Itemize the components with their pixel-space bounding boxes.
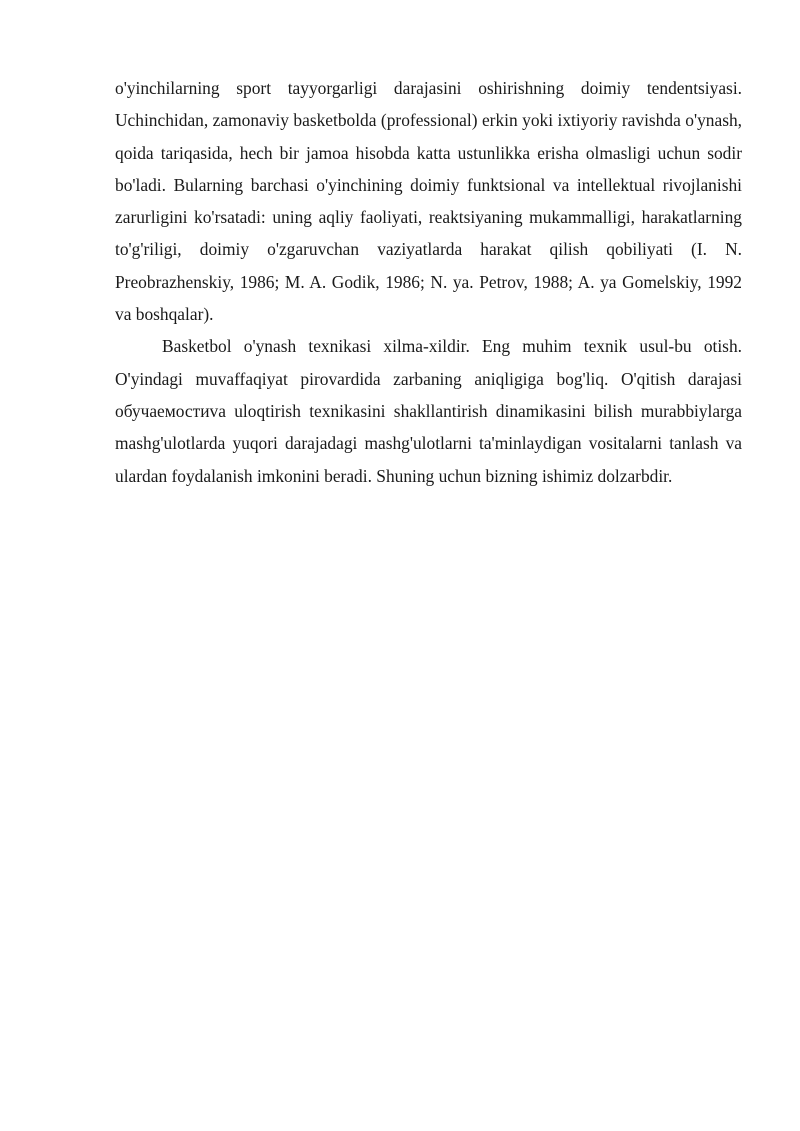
paragraph-basketball-technique: Basketbol o'ynash texnikasi xilma-xildir. Eng muhim texnik usul-bu otish. O'yindagi muvaffaqiyat pirovardida zarbaning aniqligiga bog'liq. O'qitish darajasi обучаемостиva uloqtirish texnikasini shakllantirish dinamikasini bilish murabbiylarga mashg'ulotlarda yuqori darajadagi mashg'ulotlarni ta'minlaydigan vositalarni tanlash va ulardan foydalanish imkonini beradi. Shuning uchun bizning ishimiz dolzarbdir. bbox=[115, 336, 742, 486]
paragraph-continuation: o'yinchilarning sport tayyorgarligi darajasini oshirishning doimiy tendentsiyasi. Uchinchidan, zamonaviy basketbolda (professional) erkin yoki ixtiyoriy ravishda o'ynash, qoida tariqasida, hech bir jamoa hisobda katta ustunlikka erisha olmasligi uchun sodir bo'ladi. Bularning barchasi o'yinchining doimiy funktsional va intellektual rivojlanishi zarurligini ko'rsatadi: uning aqliy faoliyati, reaktsiyaning mukammalligi, harakatlarning to'g'riligi, doimiy o'zgaruvchan vaziyatlarda harakat qilish qobiliyati (I. N. Preobrazhenskiy, 1986; M. A. Godik, 1986; N. ya. Petrov, 1988; A. ya Gomelskiy, 1992 va boshqalar). bbox=[115, 78, 742, 325]
body-text bbox=[115, 72, 742, 492]
